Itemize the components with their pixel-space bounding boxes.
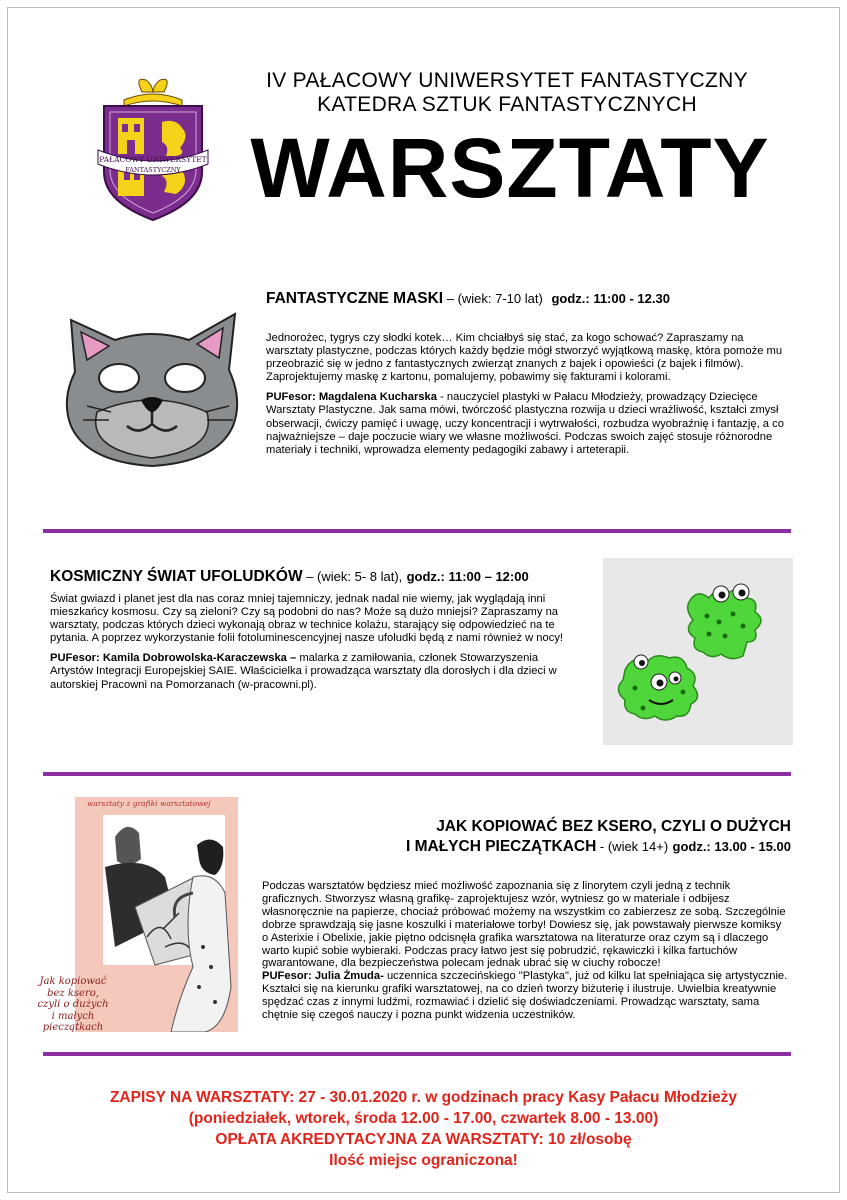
footer-registration-dates: ZAPISY NA WARSZTATY: 27 - 30.01.2020 r. w godzinach pracy Kasy Pałacu Młodzieży [109, 1089, 738, 1106]
logo-banner-text-1: PAŁACOWY UNIWERSYTET [99, 155, 207, 164]
section3-title-text: I MAŁYCH PIECZĄTKACH [405, 838, 597, 855]
section-divider [43, 1052, 791, 1056]
section1-host [266, 391, 786, 456]
page-title: WARSZTATY [250, 121, 770, 215]
logo-banner-text-2: FANTASTYCZNY [125, 166, 181, 174]
section1-body [266, 332, 786, 464]
section3-host [262, 970, 788, 1022]
section-divider [43, 772, 791, 776]
section1-age: – (wiek: 7-10 lat) [443, 291, 543, 306]
section3-body [262, 880, 788, 1029]
section2-description: Świat gwiazd i planet jest dla nas coraz mniej tajemniczy, jednak nadal nie wiemy, jak wyglądają inni mieszkańcy kosmosu. Czy są zieloni? Czy są podobni do nas? Może są dużo mniejsi? Zapraszamy na warsztaty, podczas których dzieci wykonają obraz w technice kolażu, starający się odpowiedzieć na te pytania. A poprzez wykorzystanie folii fotoluminescencyjnej nasze ufoludki będą z nami również w nocy! [50, 593, 564, 645]
section2-title [50, 568, 529, 586]
header-line-university: IV PAŁACOWY UNIWERSYTET FANTASTYCZNY [266, 69, 748, 92]
section1-title-text: FANTASTYCZNE MASKI [266, 290, 444, 307]
section3-host-label: PUFesor: Julia Żmuda- [262, 970, 384, 983]
alien-puzzle-photo [603, 558, 793, 745]
university-crest-logo [96, 62, 210, 222]
section1-host-desc: - nauczyciel plastyki w Pałacu Młodzieży, prowadzący Dziecięce Warsztaty Plastyczne. Jak sama mówi, twórczość plastyczna rozwija u dzieci wrażliwość, kształci zmysł obserwacji, ćwiczy pamięć i uwagę, uczy koncentracji i wytrwałości, rozbudza wyobraźnię i fantazję, a co najważniejsze – daje poczucie wiary we własne możliwości. Podczas swoich zajęć stosuje różnorodne materiały i techniki, wprowadza elementy pedagogiki zabawy i arteterapii. [266, 391, 784, 456]
section2-host [50, 652, 575, 691]
poster-label: Jak kopiować bez ksero, czyli o dużych i małych pieczątkach [37, 976, 109, 1033]
section2-body [50, 593, 575, 699]
footer-fee: OPŁATA AKREDYTACYJNA ZA WARSZTATY: 10 zł/osobę [215, 1131, 632, 1148]
section3-host-desc: uczennica szczecińskiego "Plastyka", już od kilku lat spełniająca się artystycznie. Kształci się na kierunku grafiki warsztatowej, na co dzień tworzy biżuterię i ilustruje. Uwielbia kreatywnie spędzać czas z innymi ludźmi, rozmawiać i dzielić się doświadczeniami. Prowadząc warsztaty, sama chętnie się czegoś nauczy i pozna punkt widzenia uczestników. [262, 970, 788, 1022]
footer-office-hours: (poniedziałek, wtorek, środa 12.00 - 17.00, czwartek 8.00 - 13.00) [188, 1110, 659, 1127]
section2-host-desc: malarka z zamiłowania, członek Stowarzyszenia Artystów Integracji Europejskiej SAIE. Właścicielka i prowadząca warsztaty dla dorosłych i dla dzieci w autorskiej Pracowni na Pomorzanach (w-pracowni.pl). [50, 652, 557, 691]
section1-title [266, 290, 670, 308]
section-divider [43, 529, 791, 533]
poster-caption: warsztaty z grafiki warsztatowej [87, 799, 211, 808]
section1-host-label: PUFesor: Magdalena Kucharska [266, 391, 437, 404]
cat-mask-image [57, 300, 247, 470]
section1-description: Jednorożec, tygrys czy słodki kotek… Kim chciałbyś się stać, za kogo schować? Zapraszamy na warsztaty plastyczne, podczas których każdy będzie mógł stworzyć wyjątkową maskę, która pomoże mu przeobrazić się w jedno z fantastycznych zwierząt znanych z bajek i opowieści (z bajek i filmów). Zaprojektujemy maskę z kartonu, pomalujemy, pobawimy się fakturami i kolorami. [266, 332, 783, 384]
section3-age: - (wiek 14+) [596, 839, 669, 854]
section2-title-text: KOSMICZNY ŚWIAT UFOLUDKÓW [50, 568, 303, 585]
section2-hours: godz.: 11:00 – 12:00 [406, 569, 529, 584]
section3-title-line1: JAK KOPIOWAĆ BEZ KSERO, CZYLI O DUŻYCH [436, 818, 791, 835]
section1-hours: godz.: 11:00 - 12.30 [551, 291, 670, 306]
section2-age: – (wiek: 5- 8 lat), [302, 569, 403, 584]
section3-hours: godz.: 13.00 - 15.00 [672, 839, 791, 854]
header-line-department: KATEDRA SZTUK FANTASTYCZNYCH [317, 93, 697, 116]
footer-limited-places: Ilość miejsc ograniczona! [329, 1152, 518, 1169]
section2-host-label: PUFesor: Kamila Dobrowolska-Karaczewska – [50, 652, 297, 665]
section3-title-line2 [406, 838, 791, 856]
section3-description: Podczas warsztatów będziesz mieć możliwość zapoznania się z linorytem czyli jedną z technik graficznych. Stworzysz własną grafikę- zaprojektujesz wzór, wytniesz go w materiale i odbijesz własnoręcznie na papierze, chociaż próbować możemy na wszystkim co zabierzesz ze sobą. Szczególnie dobrze sprawdzają się jasne koszulki i materiałowe torby! Dowiesz się, jak powstawały pierwsze komiksy o Asterixie i Obelixie, jakie piętno odcisnęła grafika warsztatowa na literaturze oraz czym są i dlaczego warto kupić sobie wybieraki. Podczas pracy łatwo jest się pobrudzić, rękawiczki i kilka fartuchów gwarantowane, dla bezpieczeństwa polecam jednak ubrać się w ciuchy robocze! [262, 880, 786, 970]
